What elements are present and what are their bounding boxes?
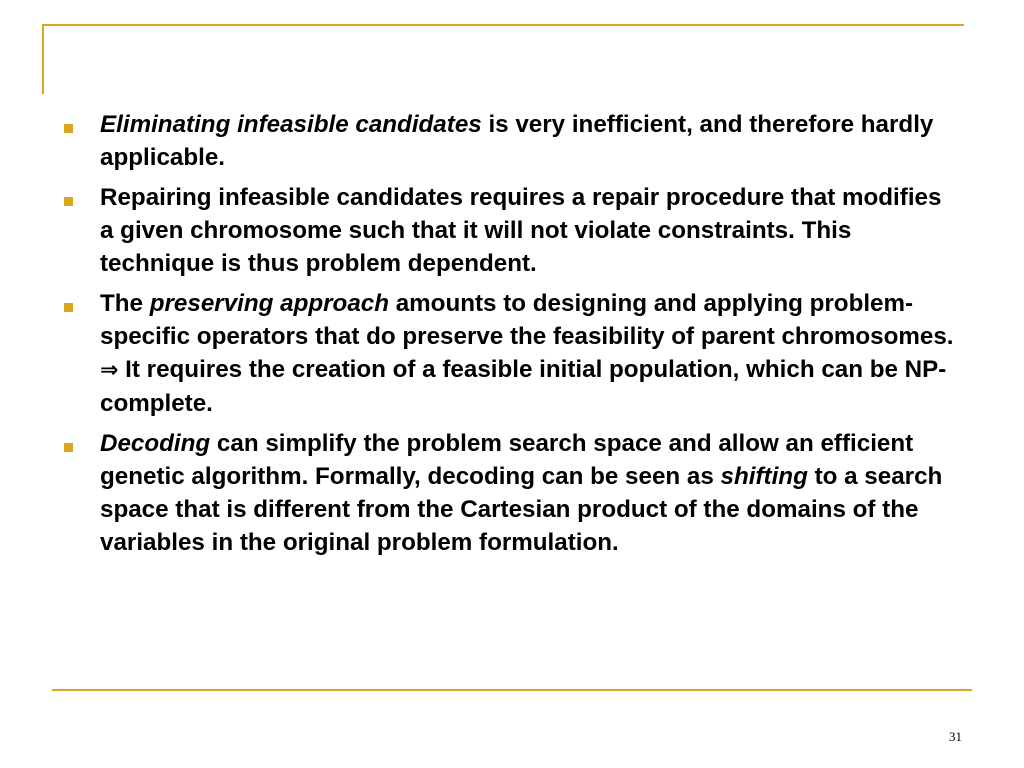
bullet-item-repairing: [64, 181, 954, 280]
square-bullet-icon: [64, 303, 73, 312]
square-bullet-icon: [64, 197, 73, 206]
square-bullet-icon: [64, 124, 73, 133]
bullet-list: [64, 108, 954, 566]
bullet-emphasis: preserving approach: [149, 290, 389, 317]
bullet-text: can simplify the problem search space and allow an efficient genetic algorithm. Formally, decoding can be seen as: [100, 430, 914, 490]
bullet-text-continued: It requires the creation of a feasible initial population, which can be NP-complete.: [100, 356, 947, 417]
bullet-item-preserving: [64, 287, 954, 420]
bullet-item-eliminating: [64, 108, 954, 174]
bullet-prefix: The: [100, 290, 150, 317]
bullet-item-decoding: [64, 427, 954, 559]
bullet-text: is very inefficient, and therefore hardly applicable.: [100, 111, 934, 171]
implies-arrow-icon: ⇒: [100, 358, 119, 383]
bullet-emphasis-2: shifting: [720, 463, 808, 490]
footer-rule: [52, 689, 972, 691]
bullet-emphasis: Decoding: [100, 430, 211, 457]
frame-left-rule: [42, 24, 44, 94]
bullet-text-continued: to a search space that is different from the Cartesian product of the domains of the variables in the original problem formulation.: [100, 463, 943, 556]
bullet-text: Repairing infeasible candidates requires a repair procedure that modifies a given chromosome such that it will not violate constraints. This technique is thus problem dependent.: [100, 184, 942, 277]
square-bullet-icon: [64, 443, 73, 452]
bullet-emphasis: Eliminating infeasible candidates: [100, 111, 482, 138]
page-number: 31: [949, 729, 962, 744]
frame-top-rule: [42, 24, 964, 26]
bullet-text: amounts to designing and applying problem-specific operators that do preserve the feasibility of parent chromosomes.: [100, 290, 954, 350]
